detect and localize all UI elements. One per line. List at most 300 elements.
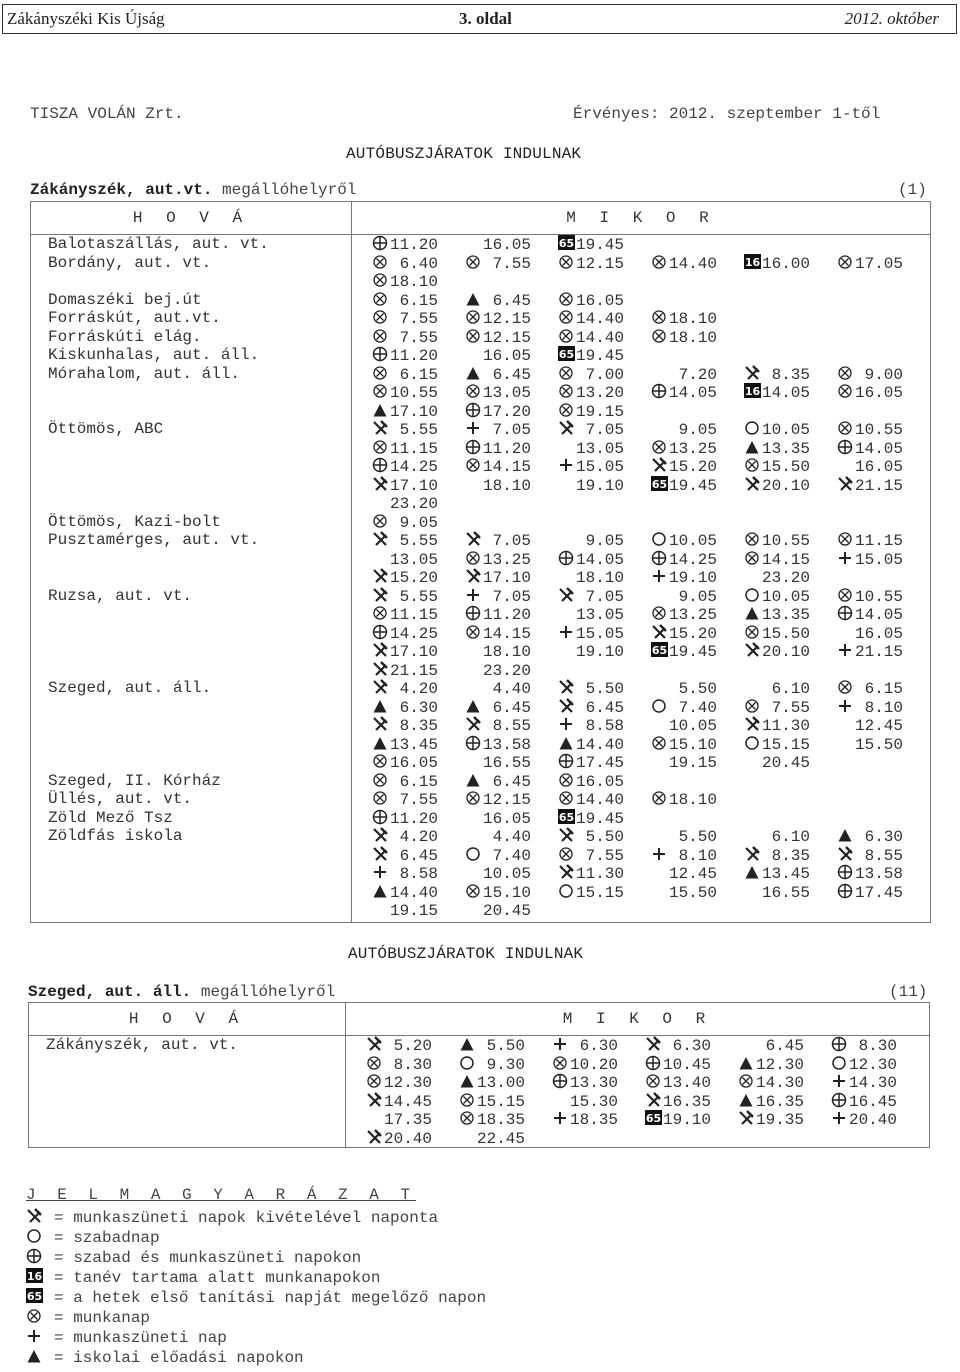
circled-cross-icon: [558, 790, 576, 806]
destination-name: [48, 624, 351, 643]
departure-time-text: 18.10: [483, 643, 532, 661]
departure-time-text: 7.40: [669, 698, 718, 717]
departure-row: [372, 809, 930, 828]
departure-row: [372, 883, 930, 902]
departure-time: [744, 587, 837, 607]
no-symbol: [558, 439, 576, 455]
circled-plus-icon: [831, 1036, 849, 1052]
departure-time: [837, 716, 930, 736]
departure-time-text: 11.15: [390, 439, 439, 458]
departure-time: [645, 1110, 738, 1130]
departure-row: [372, 624, 930, 643]
departure-time: [837, 642, 930, 662]
departure-time: [651, 309, 744, 329]
no-symbol: [837, 716, 855, 732]
departure-time: [552, 1092, 645, 1112]
legend-item-text: = munkaszüneti nap: [54, 1329, 227, 1347]
departure-time-text: 14.40: [576, 328, 625, 347]
departure-time: [744, 846, 837, 866]
badge-65-icon: [558, 235, 576, 251]
departure-time-text: 4.20: [390, 828, 439, 846]
departure-row: [366, 1129, 929, 1148]
departure-time: [372, 698, 465, 718]
triangle-icon: [465, 698, 483, 714]
circled-cross-icon: [558, 383, 576, 399]
hammer-icon: [651, 457, 669, 473]
no-symbol: [651, 753, 669, 769]
no-symbol: [372, 494, 390, 510]
svg-text:16: 16: [744, 255, 761, 269]
no-symbol: [558, 476, 576, 492]
departure-time: [552, 1036, 645, 1056]
circled-cross-icon: [651, 328, 669, 344]
departure-time-text: 11.15: [855, 532, 904, 550]
departure-time: [744, 827, 837, 847]
departure-time: [744, 716, 837, 736]
departure-time: [558, 235, 651, 255]
destination-name: [46, 1129, 345, 1148]
departure-time: [558, 587, 651, 607]
departure-time: [837, 735, 930, 755]
departure-time: [651, 846, 744, 866]
departure-time: [465, 457, 558, 477]
departure-time-text: 19.10: [576, 643, 625, 661]
no-symbol: [459, 1129, 477, 1145]
departure-time-text: 13.45: [762, 865, 811, 883]
plus-icon: [552, 1110, 570, 1126]
departure-time: [372, 661, 465, 681]
circled-cross-icon: [744, 624, 762, 640]
departure-time-text: 9.05: [576, 532, 625, 550]
svg-text:65: 65: [651, 477, 668, 491]
departure-time: [651, 420, 744, 440]
departure-time-text: 6.45: [483, 365, 532, 384]
triangle-icon: [372, 698, 390, 714]
destination-name: Forráskúti elág.: [48, 327, 202, 346]
departure-time-text: 10.05: [483, 865, 532, 883]
departure-time: [558, 383, 651, 403]
departure-time: [738, 1073, 831, 1093]
departure-time-text: 11.15: [390, 606, 439, 624]
destination-name: [48, 698, 351, 717]
legend-item-text: = szabad és munkaszüneti napokon: [54, 1249, 362, 1267]
svg-text:65: 65: [26, 1290, 43, 1303]
departure-time-text: 19.45: [669, 476, 718, 495]
circled-plus-icon: [645, 1055, 663, 1071]
legend-title: J E L M A G Y A R Á Z A T: [26, 1186, 417, 1204]
departure-time-text: 12.45: [669, 865, 718, 883]
departure-time-text: 18.10: [576, 569, 625, 587]
departure-time-text: 19.15: [669, 754, 718, 772]
departure-time: [837, 531, 930, 551]
departure-row: [372, 402, 930, 421]
destination-name: [48, 864, 351, 883]
circled-cross-icon: [372, 365, 390, 381]
departure-time-text: 10.45: [663, 1055, 712, 1074]
departure-time: [459, 1129, 552, 1149]
destination-name: [48, 883, 351, 902]
col-header-where: H O V Á: [31, 202, 352, 235]
no-symbol: [465, 235, 483, 251]
departure-time: [372, 291, 465, 311]
departure-time-text: 12.15: [483, 328, 532, 347]
no-symbol: [651, 716, 669, 732]
circled-cross-icon: [372, 753, 390, 769]
destination-name: [46, 1110, 345, 1129]
departure-time: [552, 1073, 645, 1093]
circled-plus-icon: [465, 605, 483, 621]
departure-time: [837, 864, 930, 884]
triangle-icon: [372, 883, 390, 899]
departure-time-text: 16.00: [762, 254, 811, 273]
hammer-icon: [837, 846, 855, 862]
departure-time: [459, 1036, 552, 1056]
circled-cross-icon: [837, 420, 855, 436]
departure-row: [372, 716, 930, 735]
section2-title: AUTÓBUSZJÁRATOK INDULNAK: [348, 945, 584, 963]
departure-row: [372, 439, 930, 458]
departure-row: [372, 550, 930, 569]
departure-time-text: 6.15: [390, 365, 439, 384]
departure-time-text: 19.15: [576, 402, 625, 421]
departure-time: [744, 698, 837, 718]
departure-time-text: 15.20: [669, 624, 718, 643]
departure-time: [645, 1055, 738, 1075]
circle-icon: [558, 883, 576, 899]
departure-time-text: 7.55: [390, 791, 439, 809]
hammer-icon: [372, 531, 390, 547]
departure-time-text: 14.30: [756, 1074, 805, 1092]
circled-cross-icon: [372, 309, 390, 325]
departure-row: [372, 679, 930, 698]
departure-time-text: 11.20: [483, 439, 532, 458]
departure-time: [366, 1092, 459, 1112]
departure-time: [558, 753, 651, 773]
departure-time: [831, 1055, 924, 1075]
departure-time: [837, 550, 930, 570]
hammer-icon: [26, 1208, 44, 1224]
departure-time: [738, 1055, 831, 1075]
legend-item-text: = tanév tartama alatt munkanapokon: [54, 1269, 381, 1287]
circled-cross-icon: [465, 328, 483, 344]
departure-time: [366, 1110, 459, 1130]
departure-time: [372, 735, 465, 755]
departure-time-text: 4.20: [390, 680, 439, 698]
no-symbol: [651, 365, 669, 381]
departure-time: [372, 457, 465, 477]
legend-item-text: = munkaszüneti napok kivételével naponta: [54, 1209, 439, 1227]
departure-row: [372, 790, 930, 809]
departure-time: [465, 439, 558, 459]
departure-time: [837, 846, 930, 866]
no-symbol: [651, 587, 669, 603]
departure-time-text: 7.55: [390, 310, 439, 328]
departure-time: [558, 365, 651, 385]
departure-time-text: 20.10: [762, 476, 811, 495]
departure-time-text: 16.55: [762, 883, 811, 902]
departure-time: [651, 716, 744, 736]
departure-time-text: 6.10: [762, 680, 811, 698]
hammer-icon: [744, 716, 762, 732]
departure-time: [465, 883, 558, 903]
departure-time-text: 16.55: [483, 754, 532, 772]
departure-time-text: 6.30: [390, 698, 439, 717]
departure-time: [651, 365, 744, 385]
departure-time: [651, 550, 744, 570]
no-symbol: [744, 827, 762, 843]
triangle-icon: [837, 827, 855, 843]
departure-time-text: 6.40: [390, 254, 439, 273]
circle-icon: [744, 587, 762, 603]
departure-time: [372, 365, 465, 385]
departure-time-text: 8.55: [855, 846, 904, 865]
departure-time-text: 10.05: [669, 532, 718, 550]
circled-cross-icon: [465, 309, 483, 325]
destination-name: Zöld Mező Tsz: [48, 808, 173, 827]
departure-time: [645, 1092, 738, 1112]
departure-time: [744, 735, 837, 755]
departure-time-text: 7.55: [483, 254, 532, 273]
no-symbol: [651, 420, 669, 436]
departure-time-text: 10.55: [390, 384, 439, 402]
legend-item: [26, 1328, 486, 1348]
departure-time-text: 19.45: [576, 236, 625, 254]
no-symbol: [744, 883, 762, 899]
circled-cross-icon: [372, 254, 390, 270]
page-number: 3. oldal: [459, 9, 512, 28]
circled-cross-icon: [744, 457, 762, 473]
departure-time-text: 6.45: [483, 698, 532, 717]
hammer-icon: [744, 476, 762, 492]
destination-name: [48, 716, 351, 735]
departure-row: [372, 365, 930, 384]
no-symbol: [558, 531, 576, 547]
times-column: [352, 235, 931, 923]
departure-time-text: 10.55: [762, 532, 811, 550]
departure-time: [465, 420, 558, 440]
col-header-when: M I K O R: [352, 202, 931, 235]
departure-time: [744, 420, 837, 440]
departure-time: [552, 1055, 645, 1075]
departure-time-text: 14.25: [669, 550, 718, 569]
destination-name: [48, 550, 351, 569]
departure-row: [372, 235, 930, 254]
departure-time: [837, 365, 930, 385]
circled-plus-icon: [651, 383, 669, 399]
departure-row: [372, 494, 930, 513]
departure-time: [372, 494, 465, 514]
departure-row: [372, 864, 930, 883]
no-symbol: [465, 827, 483, 843]
departure-time-text: 6.30: [855, 828, 904, 846]
departure-time-text: 10.55: [855, 421, 904, 439]
hammer-icon: [372, 716, 390, 732]
departure-time: [831, 1092, 924, 1112]
departure-time-text: 7.05: [576, 421, 625, 439]
departure-time: [744, 642, 837, 662]
departure-time-text: 10.05: [762, 587, 811, 606]
departure-row: [372, 254, 930, 273]
badge-65-icon: [558, 346, 576, 362]
departure-time-text: 20.40: [384, 1129, 433, 1148]
legend-item-text: = iskolai előadási napokon: [54, 1349, 304, 1367]
destination-name: [48, 272, 351, 291]
svg-text:65: 65: [645, 1112, 662, 1125]
departure-time: [465, 476, 558, 496]
departure-time: [459, 1073, 552, 1093]
hammer-icon: [465, 716, 483, 732]
departure-time: [558, 864, 651, 884]
no-symbol: [465, 901, 483, 917]
destination-name: Balotaszállás, aut. vt.: [48, 235, 269, 253]
destination-name: Szeged, aut. áll.: [48, 679, 212, 697]
destination-name: [48, 402, 351, 421]
legend-item: [26, 1228, 486, 1248]
triangle-icon: [738, 1055, 756, 1071]
hammer-icon: [372, 827, 390, 843]
destination-name: [46, 1055, 345, 1074]
departure-time-text: 11.30: [576, 865, 625, 883]
col-header-when: M I K O R: [346, 1003, 930, 1036]
departure-time: [831, 1036, 924, 1056]
circled-cross-icon: [372, 772, 390, 788]
departure-time: [372, 383, 465, 403]
departure-time-text: 10.05: [669, 717, 718, 735]
departure-time-text: 11.20: [390, 236, 439, 254]
circled-cross-icon: [465, 457, 483, 473]
departure-time-text: 15.15: [477, 1092, 526, 1111]
triangle-icon: [26, 1348, 44, 1364]
departure-time-text: 6.45: [483, 291, 532, 310]
departure-time: [465, 568, 558, 588]
departure-time: [366, 1036, 459, 1056]
circled-plus-icon: [837, 883, 855, 899]
destination-name: [48, 735, 351, 754]
departure-time-text: 17.10: [390, 476, 439, 495]
circled-cross-icon: [465, 383, 483, 399]
departure-time: [465, 291, 558, 311]
plus-icon: [558, 716, 576, 732]
departure-time-text: 14.05: [576, 550, 625, 569]
departure-time: [465, 827, 558, 847]
departure-time-text: 15.50: [669, 883, 718, 902]
hammer-icon: [465, 531, 483, 547]
departure-time-text: 7.05: [576, 587, 625, 606]
departure-time-text: 5.50: [576, 828, 625, 846]
departure-time-text: 13.00: [477, 1074, 526, 1092]
departure-time-text: 6.45: [576, 698, 625, 717]
no-symbol: [651, 827, 669, 843]
departure-time: [744, 457, 837, 477]
page-header: [2, 4, 957, 34]
departure-time-text: 15.15: [576, 883, 625, 902]
departure-time: [558, 309, 651, 329]
circled-cross-icon: [837, 531, 855, 547]
svg-text:65: 65: [558, 348, 575, 361]
departure-time: [465, 624, 558, 644]
departure-time-text: 16.05: [855, 384, 904, 402]
departure-time: [372, 883, 465, 903]
departure-time-text: 20.40: [849, 1111, 898, 1129]
section2-timetable: [28, 1002, 930, 1148]
departure-time-text: 8.10: [855, 698, 904, 717]
departure-row: [372, 587, 930, 606]
departure-row: [372, 531, 930, 550]
departure-time-text: 18.35: [477, 1111, 526, 1129]
circled-cross-icon: [744, 550, 762, 566]
departure-time: [651, 864, 744, 884]
destination-name: Mórahalom, aut. áll.: [48, 364, 241, 383]
circled-cross-icon: [372, 383, 390, 399]
departure-time-text: 10.20: [570, 1055, 619, 1074]
departure-time-text: 13.35: [762, 439, 811, 458]
company-name: TISZA VOLÁN Zrt.: [30, 105, 184, 123]
departure-time: [465, 328, 558, 348]
circle-icon: [744, 735, 762, 751]
departure-time-text: 8.30: [849, 1037, 898, 1055]
departure-time-text: 20.45: [762, 754, 811, 772]
circled-cross-icon: [558, 772, 576, 788]
hammer-icon: [372, 846, 390, 862]
circled-cross-icon: [558, 291, 576, 307]
departure-time: [372, 476, 465, 496]
circle-icon: [651, 531, 669, 547]
circled-cross-icon: [26, 1308, 44, 1324]
departure-time-text: 13.25: [483, 550, 532, 569]
departure-time: [465, 550, 558, 570]
circled-cross-icon: [651, 309, 669, 325]
departure-time: [837, 883, 930, 903]
hammer-icon: [558, 587, 576, 603]
departure-time-text: 9.30: [477, 1055, 526, 1074]
departure-time: [372, 827, 465, 847]
departure-time: [372, 402, 465, 422]
departure-time: [651, 827, 744, 847]
hammer-icon: [558, 827, 576, 843]
triangle-icon: [744, 864, 762, 880]
departure-time: [837, 476, 930, 496]
destination-name: [48, 457, 351, 476]
circled-cross-icon: [372, 291, 390, 307]
departure-time: [837, 420, 930, 440]
departure-time: [651, 753, 744, 773]
departure-row: [372, 642, 930, 661]
legend-item-text: = a hetek első tanítási napját megelőző napon: [54, 1289, 487, 1307]
departure-time-text: 16.35: [756, 1092, 805, 1111]
destination-name: [48, 642, 351, 661]
circled-plus-icon: [465, 735, 483, 751]
departure-time: [465, 809, 558, 829]
departure-time: [366, 1055, 459, 1075]
no-symbol: [366, 1110, 384, 1126]
departure-time: [372, 642, 465, 662]
departure-time-text: 12.15: [483, 791, 532, 809]
departure-time-text: 18.10: [669, 310, 718, 328]
departure-time: [837, 679, 930, 699]
circled-plus-icon: [465, 439, 483, 455]
departure-row: [366, 1110, 929, 1129]
circled-cross-icon: [372, 605, 390, 621]
departure-time-text: 14.40: [390, 883, 439, 902]
departure-time-text: 7.05: [483, 587, 532, 606]
destination-name: Ruzsa, aut. vt.: [48, 586, 193, 605]
circled-cross-icon: [459, 1110, 477, 1126]
plus-icon: [651, 568, 669, 584]
departure-time-text: 15.20: [390, 569, 439, 587]
departure-time-text: 19.45: [669, 643, 718, 661]
departure-time: [837, 254, 930, 274]
departure-time-text: 15.50: [762, 624, 811, 643]
